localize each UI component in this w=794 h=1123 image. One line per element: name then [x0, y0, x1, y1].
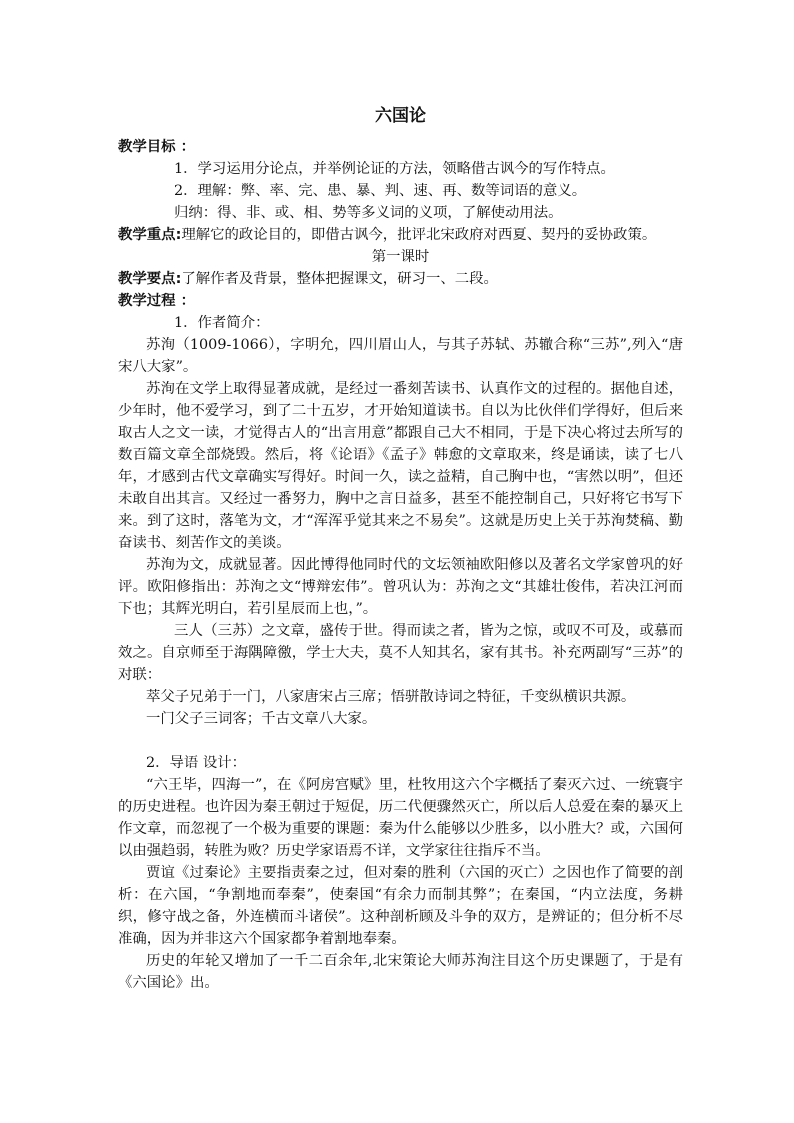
objective-item-1: 1．学习运用分论点，并举例论证的方法，领略借古讽今的写作特点。: [174, 161, 615, 177]
objectives-heading: 教学目标 ：: [118, 139, 195, 155]
guide-paragraph-3: 历史的年轮又增加了一千二百余年,北宋策论大师苏洵注目这个历史课题了，于是有《六国论》出。: [118, 953, 683, 991]
guide-paragraph-2: 贾谊《过秦论》主要指责秦之过，但对秦的胜利（六国的灭亡）之因也作了简要的剖析：在六国，“争割地而奉秦”，使秦国“有余力而制其弊”；在秦国，“内立法度，务耕织，修守战之备，外连横而斗诸侯”。这种剖析顾及斗争的双方，是辨证的；但分析不尽准确，因为并非这六个国家都争着割地奉秦。: [118, 865, 683, 947]
objectives-label: [118, 136, 683, 158]
key-point-paragraph: [118, 224, 683, 246]
lesson-heading: 第一课时: [371, 249, 430, 265]
objective-item-3: 归纳：得、非、或、相、势等多义词的义项，了解使动用法。: [174, 205, 563, 221]
process-label: 教学过程 ：: [118, 293, 195, 309]
three-su-paragraph: 三人（三苏）之文章，盛传于世。得而读之者，皆为之惊，或叹不可及，或慕而效之。自京师至于海隅障徼，学士大夫，莫不人知其名，家有其书。补充两副写“三苏”的对联：: [118, 623, 683, 683]
author-study-paragraph: 苏洵在文学上取得显著成就，是经过一番刻苦读书、认真作文的过程的。据他自述，少年时，他不爱学习，到了二十五岁，才开始知道读书。自以为比伙伴们学得好，但后来取古人之文一读，才觉得古人的“出言用意”都跟自己大不相同，于是下决心将过去所写的数百篇文章全部烧毁。然后，将《论语》《孟子》韩愈的文章取来，终是诵读，读了七八年，才感到古代文章确实写得好。时间一久，读之益精，自己胸中也，“害然以明”，但还未敢自出其言。又经过一番努力，胸中之言日益多，甚至不能控制自己，只好将它书写下来。到了这时，落笔为文，才“浑浑乎觉其来之不易矣”。这就是历史上关于苏洵焚稿、勤奋读书、刻苦作文的美谈。: [118, 381, 683, 551]
author-intro-paragraph: 苏洵（1009-1066），字明允，四川眉山人，与其子苏轼、苏辙合称“三苏”,列入“唐宋八大家”。: [118, 337, 683, 375]
objective-item-2: 2．理解：弊、率、完、患、暴、判、速、再、数等词语的意义。: [174, 183, 587, 199]
lesson-points-label: 教学要点:: [118, 271, 182, 287]
couplet-1: 萃父子兄弟于一门，八家唐宋占三席；悟骈散诗词之特征，千变纵横识共源。: [146, 689, 636, 705]
key-point-text: 理解它的政论目的，即借古讽今，批评北宋政府对西夏、契丹的妥协政策。: [181, 227, 657, 243]
lesson-points-paragraph: [118, 268, 683, 290]
guide-paragraph-1: “六王毕，四海一”，在《阿房宫赋》里，杜牧用这六个字概括了秦灭六过、一统寰宇的历史进程。也许因为秦王朝过于短促，历二代便骤然灭亡，所以后人总爱在秦的暴灭上作文章，而忽视了一个极为重要的课题：秦为什么能够以少胜多，以小胜大？或，六国何以由强趋弱，转胜为败？历史学家语焉不详，文学家往往指斥不当。: [118, 777, 683, 859]
page-title: 六国论: [375, 106, 426, 126]
section-gap: [118, 730, 683, 752]
author-praise-paragraph: 苏洵为文，成就显著。因此博得他同时代的文坛领袖欧阳修以及著名文学家曾巩的好评。欧阳修指出：苏洵之文“博辩宏伟”。曾巩认为：苏洵之文“其雄壮俊伟，若决江河而下也；其辉光明白，若引星辰而上也，”。: [118, 557, 683, 617]
key-point-label: 教学重点:: [118, 227, 182, 243]
process-paragraph: [118, 290, 683, 312]
section1-heading: 1．作者简介：: [174, 315, 270, 331]
document-page: [118, 104, 683, 994]
section2-heading: 2．导语 设计：: [146, 755, 247, 771]
lesson-points-text: 了解作者及背景，整体把握课文，研习一、二段。: [181, 271, 498, 287]
couplet-2: 一门父子三词客；千古文章八大家。: [146, 711, 377, 727]
